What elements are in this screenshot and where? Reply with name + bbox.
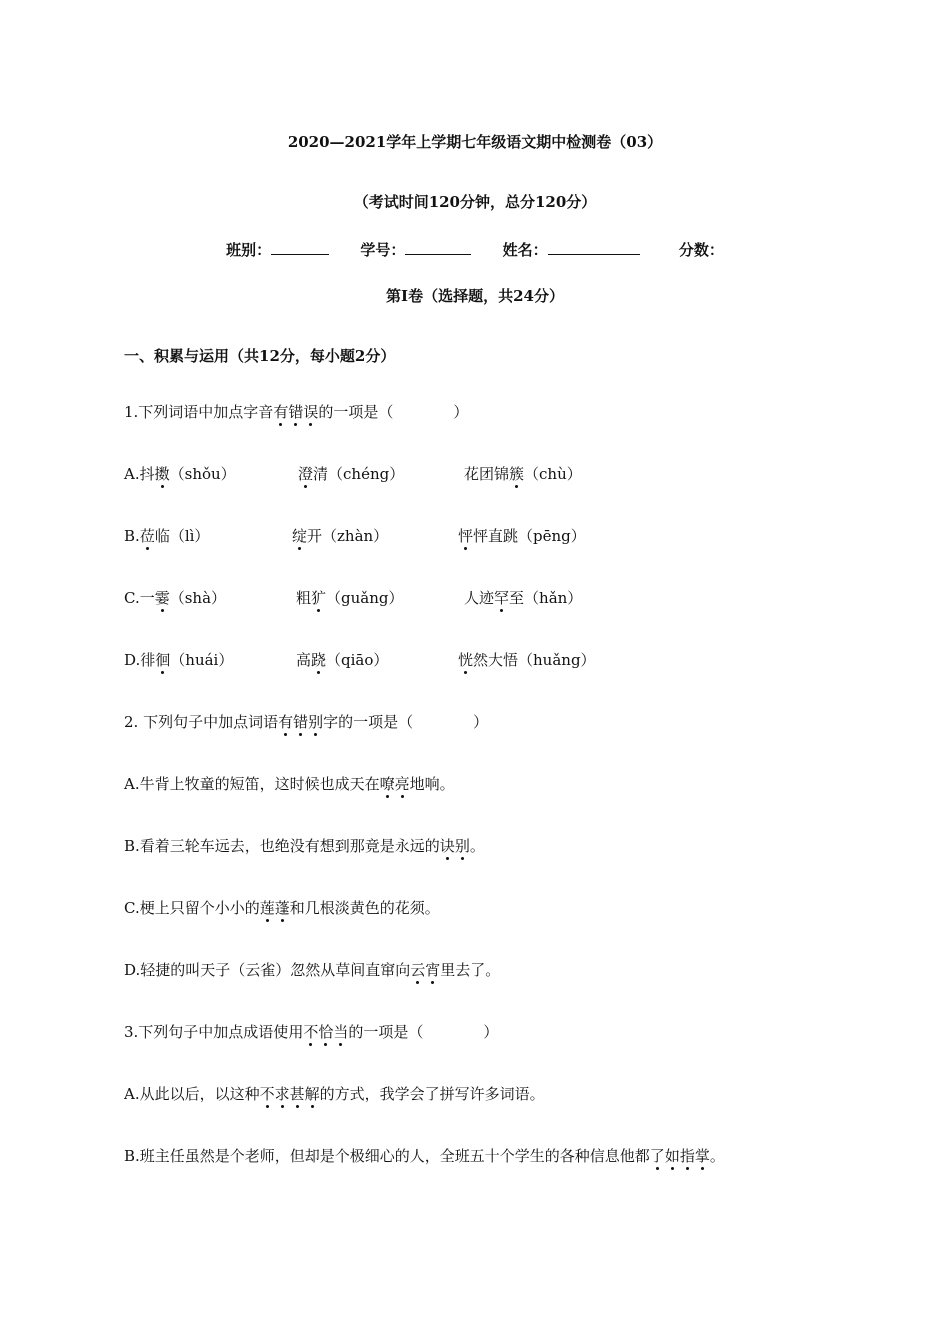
option-text: 至（hǎn） <box>509 589 583 607</box>
option-text: 地响。 <box>409 775 455 793</box>
dotted-char: 如 <box>664 1147 680 1165</box>
q1-option-b-word3 <box>458 526 586 546</box>
dotted-char: 指 <box>679 1147 695 1165</box>
dotted-char: 别 <box>454 837 470 855</box>
option-text: 开（zhàn） <box>307 527 389 545</box>
question-2-stem <box>124 712 488 732</box>
dotted-word <box>650 1147 710 1165</box>
q1-option-d-word3 <box>458 650 596 670</box>
dotted-char: 宵 <box>425 961 441 979</box>
dotted-char: 当 <box>333 1023 349 1041</box>
dotted-char: 解 <box>304 1085 320 1103</box>
dotted-char: 云 <box>410 961 426 979</box>
dotted-word <box>410 961 440 979</box>
stem-text: 3.下列句子中加点成语使用 <box>124 1023 304 1041</box>
dotted-char: 澄 <box>298 465 314 483</box>
option-text: 怦直跳（pēng） <box>473 527 586 545</box>
dotted-char: 恰 <box>318 1023 334 1041</box>
stem-text: 字的一项是（ <box>323 713 414 731</box>
dotted-char: 甚 <box>289 1085 305 1103</box>
stem-text: ） <box>473 713 489 731</box>
q1-option-c-word3 <box>464 588 582 608</box>
part-heading: 一、积累与运用（共12分，每小题2分） <box>124 347 396 365</box>
class-blank[interactable] <box>271 240 329 255</box>
option-text: （huái） <box>170 651 234 669</box>
q1-option-d-word1 <box>124 650 233 670</box>
name-field <box>503 240 640 260</box>
option-text: （chù） <box>524 465 582 483</box>
stem-dot-text <box>278 713 323 731</box>
option-text: 花团锦 <box>464 465 510 483</box>
question-1-stem <box>124 402 468 422</box>
stem-text: ） <box>453 403 469 421</box>
dotted-char: 犷 <box>311 589 327 607</box>
score-label: 分数： <box>678 241 724 259</box>
dotted-char: 嘹 <box>379 775 395 793</box>
option-text: 临（lì） <box>154 527 210 545</box>
option-text: D.轻捷的叫天子（云雀）忽然从草间直窜向 <box>124 961 411 979</box>
dotted-word <box>380 775 410 793</box>
dotted-char: 别 <box>308 713 324 731</box>
q1-option-a-word2 <box>298 464 404 484</box>
option-text: 的方式，我学会了拼写许多词语。 <box>319 1085 545 1103</box>
option-label: B. <box>124 527 140 545</box>
dotted-char: 不 <box>259 1085 275 1103</box>
option-text: 里去了。 <box>440 961 501 979</box>
option-text: （qiāo） <box>326 651 389 669</box>
dotted-char: 莲 <box>259 899 275 917</box>
option-text: B.看着三轮车远去，也绝没有想到那竟是永远的 <box>124 837 440 855</box>
option-text: 。 <box>709 1147 725 1165</box>
option-text: B.班主任虽然是个老师，但却是个极细心的人，全班五十个学生的各种信息他都 <box>124 1147 650 1165</box>
q2-option-c <box>124 898 440 918</box>
exam-title: 2020—2021学年上学期七年级语文期中检测卷（03） <box>287 133 663 151</box>
stem-text: 2. 下列句子中加点词语 <box>124 713 279 731</box>
dotted-char: 亮 <box>394 775 410 793</box>
dotted-char: 错 <box>293 713 309 731</box>
stem-text: 的一项是（ <box>318 403 394 421</box>
option-label: A.抖 <box>124 465 155 483</box>
dotted-char: 罕 <box>494 589 510 607</box>
number-label: 学号： <box>360 241 406 259</box>
q2-option-d <box>124 960 500 980</box>
class-label: 班别： <box>226 241 272 259</box>
dotted-word <box>260 899 290 917</box>
dotted-char: 了 <box>649 1147 665 1165</box>
exam-subtitle: （考试时间120分钟，总分120分） <box>353 193 597 211</box>
dotted-char: 徊 <box>155 651 171 669</box>
dotted-char: 蓬 <box>274 899 290 917</box>
dotted-char: 霎 <box>154 589 170 607</box>
dotted-char: 错 <box>288 403 304 421</box>
number-field <box>360 240 471 260</box>
option-text: 然大悟（huǎng） <box>473 651 596 669</box>
dotted-char: 不 <box>303 1023 319 1041</box>
option-text: 粗 <box>296 589 312 607</box>
option-text: A.从此以后，以这种 <box>124 1085 260 1103</box>
stem-dot-text <box>303 1023 348 1041</box>
option-text: （guǎng） <box>326 589 404 607</box>
score-field <box>679 240 724 260</box>
dotted-char: 诀 <box>439 837 455 855</box>
q2-option-a <box>124 774 455 794</box>
dotted-char: 误 <box>303 403 319 421</box>
q1-option-c-word2 <box>296 588 404 608</box>
option-text: 。 <box>469 837 485 855</box>
option-text: 高 <box>296 651 312 669</box>
dotted-char: 簇 <box>509 465 525 483</box>
option-text: C.梗上只留个小小的 <box>124 899 260 917</box>
dotted-char: 怦 <box>458 527 474 545</box>
option-text: （shà） <box>169 589 227 607</box>
name-blank[interactable] <box>548 240 640 255</box>
dotted-char: 掌 <box>694 1147 710 1165</box>
dotted-char: 有 <box>278 713 294 731</box>
dotted-char: 绽 <box>292 527 308 545</box>
dotted-char: 跷 <box>311 651 327 669</box>
dotted-char: 莅 <box>139 527 155 545</box>
section-title: 第Ⅰ卷（选择题，共24分） <box>386 287 564 305</box>
option-text: 人迹 <box>464 589 495 607</box>
option-text: 清（chéng） <box>313 465 405 483</box>
option-text: （shǒu） <box>169 465 236 483</box>
dotted-char: 擞 <box>154 465 170 483</box>
option-label: C.一 <box>124 589 155 607</box>
question-3-stem <box>124 1022 498 1042</box>
student-info-fields <box>0 240 950 260</box>
name-label: 姓名： <box>502 241 548 259</box>
q1-option-c-word1 <box>124 588 226 608</box>
q2-option-b <box>124 836 485 856</box>
option-text: A.牛背上牧童的短笛，这时候也成天在 <box>124 775 380 793</box>
dotted-char: 求 <box>274 1085 290 1103</box>
class-field <box>226 240 329 260</box>
dotted-char: 有 <box>273 403 289 421</box>
q3-option-b <box>124 1146 725 1166</box>
option-label: D.徘 <box>124 651 156 669</box>
q1-option-a-word1 <box>124 464 236 484</box>
stem-text: 的一项是（ <box>348 1023 424 1041</box>
q1-option-b-word2 <box>292 526 388 546</box>
q1-option-a-word3 <box>464 464 582 484</box>
stem-dot-text <box>273 403 318 421</box>
dotted-word <box>440 837 470 855</box>
stem-text: 1.下列词语中加点字音 <box>124 403 274 421</box>
number-blank[interactable] <box>405 240 471 255</box>
stem-text: ） <box>483 1023 499 1041</box>
option-text: 和几根淡黄色的花须。 <box>289 899 440 917</box>
q1-option-b-word1 <box>124 526 209 546</box>
q3-option-a <box>124 1084 545 1104</box>
dotted-char: 恍 <box>458 651 474 669</box>
q1-option-d-word2 <box>296 650 388 670</box>
dotted-word <box>260 1085 320 1103</box>
